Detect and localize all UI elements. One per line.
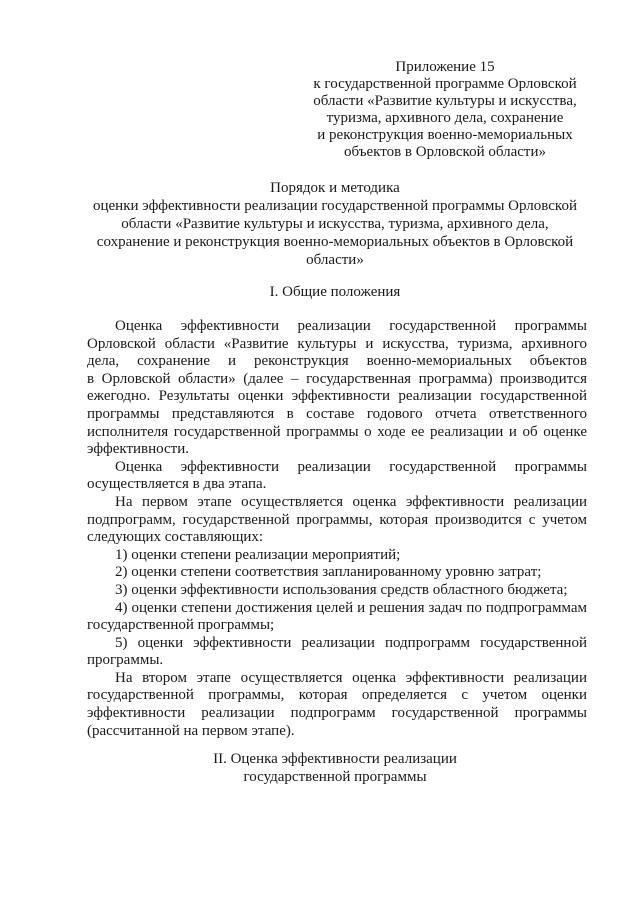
body-line: Оценка эффективности реализации государственной программы bbox=[115, 458, 587, 475]
body-line: государственной программы, которая определяется с учетом оценки bbox=[87, 687, 587, 704]
body-line: Орловской области «Развитие культуры и искусства, туризма, архивного bbox=[87, 335, 587, 352]
appendix-line: области «Развитие культуры и искусства, bbox=[313, 93, 577, 109]
body-line: дела, сохранение и реконструкция военно-мемориальных объектов bbox=[87, 353, 587, 370]
body-line: Оценка эффективности реализации государственной программы bbox=[115, 318, 587, 334]
body-line: На первом этапе осуществляется оценка эффективности реализации bbox=[115, 493, 587, 510]
body-line: в Орловской области» (далее – государственная программа) производится bbox=[87, 370, 587, 387]
body-line: подпрограмм, государственной программы, которая производится с учетом bbox=[87, 511, 587, 528]
list-item: 3) оценки эффективности использования средств областного бюджета; bbox=[115, 581, 568, 598]
document-title bbox=[80, 179, 590, 269]
body-line: программы. bbox=[87, 652, 164, 669]
body-line: программы представляются в составе годового отчета ответственного bbox=[87, 405, 587, 422]
section-2-heading-line: II. Оценка эффективности реализации bbox=[213, 751, 457, 767]
body-line: осуществляется в два этапа. bbox=[87, 476, 267, 493]
title-line: Порядок и методика bbox=[270, 180, 400, 196]
section-1-heading-text: I. Общие положения bbox=[269, 284, 401, 300]
title-line: области «Развитие культуры и искусства, туризма, архивного дела, bbox=[121, 216, 549, 232]
title-line: сохранение и реконструкция военно-мемориальных объектов в Орловской bbox=[96, 234, 574, 250]
body-line: ежегодно. Результаты оценки эффективности реализации государственной bbox=[87, 388, 587, 405]
appendix-line: к государственной программе Орловской bbox=[313, 76, 577, 92]
appendix-line: туризма, архивного дела, сохранение bbox=[326, 110, 564, 126]
appendix-block bbox=[300, 59, 590, 161]
body-line: На втором этапе осуществляется оценка эффективности реализации bbox=[115, 669, 587, 686]
body-line: эффективности. bbox=[87, 441, 190, 458]
list-item: 4) оценки степени достижения целей и решения задач по подпрограммам bbox=[115, 599, 587, 616]
body-line: исполнителя государственной программы о ходе ее реализации и об оценке bbox=[87, 423, 587, 440]
section-2-heading-line: государственной программы bbox=[243, 769, 427, 785]
appendix-line: Приложение 15 bbox=[395, 59, 495, 75]
list-item: 2) оценки степени соответствия запланированному уровню затрат; bbox=[115, 564, 542, 581]
body-line: государственной программы; bbox=[87, 617, 275, 634]
body-line: эффективности реализации подпрограмм государственной программы bbox=[87, 705, 587, 722]
body-text bbox=[87, 318, 587, 740]
title-line: оценки эффективности реализации государственной программы Орловской bbox=[93, 198, 577, 214]
body-line: (рассчитанной на первом этапе). bbox=[87, 722, 295, 739]
list-item: 1) оценки степени реализации мероприятий; bbox=[115, 546, 401, 563]
body-line: следующих составляющих: bbox=[87, 529, 264, 546]
section-2-heading bbox=[80, 750, 590, 786]
title-line: области» bbox=[306, 252, 364, 268]
section-1-heading bbox=[80, 283, 590, 301]
appendix-line: и реконструкция военно-мемориальных bbox=[317, 127, 573, 143]
list-item: 5) оценки эффективности реализации подпрограмм государственной bbox=[115, 634, 587, 651]
appendix-line: объектов в Орловской области» bbox=[343, 144, 546, 160]
